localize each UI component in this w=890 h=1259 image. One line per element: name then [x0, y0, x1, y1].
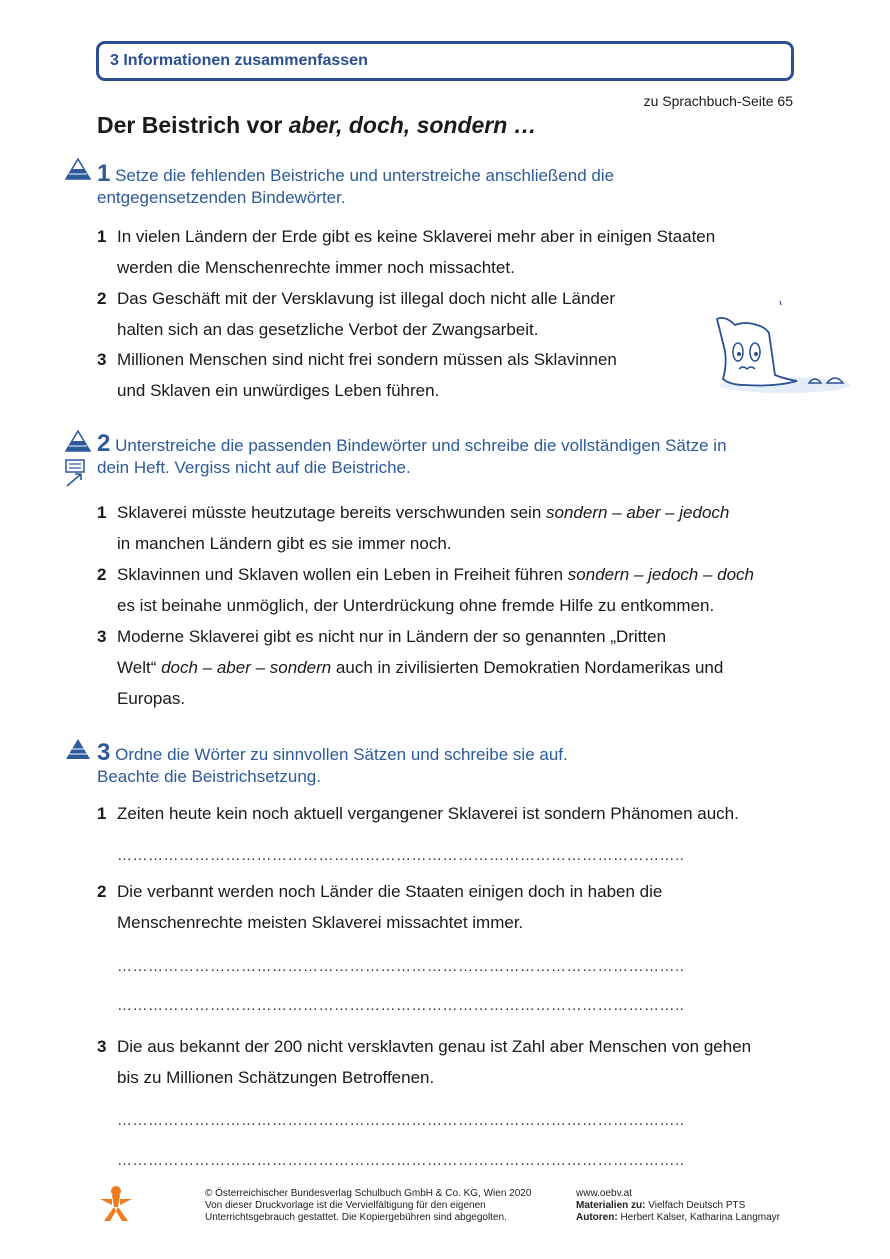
website-link[interactable]: www.oebv.at	[576, 1188, 632, 1199]
answer-line[interactable]: ………………………………………………………………………………………………..	[117, 1152, 685, 1169]
task-3-item: 1 Zeiten heute kein noch aktuell vergangener Sklaverei ist sondern Phänomen auch.	[97, 804, 739, 823]
write-in-notebook-icon	[63, 458, 87, 488]
task-2-item: 3 Moderne Sklaverei gibt es nicht nur in Ländern der so genannten „Dritten Welt“ doch – aber – sondern auch in zivilisierten Demokratien Nordamerikas und Europas.	[97, 627, 724, 708]
task-2-instruction: 2 Unterstreiche die passenden Bindewörter und schreibe die vollständigen Sätze in dein Heft. Vergiss nicht auf die Beistriche.	[97, 430, 727, 477]
task-2-item: 2 Sklavinnen und Sklaven wollen ein Leben in Freiheit führen sondern – jedoch – doch es ist beinahe unmöglich, der Unterdrückung ohne fremde Hilfe zu entkommen.	[97, 565, 754, 615]
answer-line[interactable]: ………………………………………………………………………………………………..	[117, 958, 685, 975]
task-1-item: 3 Millionen Menschen sind nicht frei sondern müssen als Sklavinnen und Sklaven ein unwürdiges Leben führen.	[97, 350, 617, 400]
page-title: Der Beistrich vor aber, doch, sondern …	[97, 112, 537, 138]
mascot-illustration	[705, 295, 855, 395]
copyright-notice: © Österreichischer Bundesverlag Schulbuch GmbH & Co. KG, Wien 2020 Von dieser Druckvorlage ist die Vervielfältigung für den eigenen Unterrichtsgebrauch gestattet. Die Kopiergebühren sind abgegolten.	[205, 1188, 532, 1223]
answer-line[interactable]: ………………………………………………………………………………………………..	[117, 997, 685, 1014]
task-2-item: 1 Sklaverei müsste heutzutage bereits verschwunden sein sondern – aber – jedoch in manchen Ländern gibt es sie immer noch.	[97, 503, 730, 553]
answer-line[interactable]: ………………………………………………………………………………………………..	[117, 847, 685, 864]
section-title: 3 Informationen zusammenfassen	[110, 52, 368, 69]
publisher-info: www.oebv.at Materialien zu: Vielfach Deutsch PTS Autoren: Herbert Kalser, Katharina Langmayr	[576, 1188, 780, 1223]
difficulty-pyramid-icon	[65, 430, 91, 452]
page-reference: zu Sprachbuch-Seite 65	[643, 93, 793, 109]
task-3-item: 3 Die aus bekannt der 200 nicht versklavten genau ist Zahl aber Menschen von gehen bis zu Millionen Schätzungen Betroffenen.	[97, 1037, 752, 1087]
difficulty-pyramid-icon	[65, 738, 91, 760]
task-1-item: 2 Das Geschäft mit der Versklavung ist illegal doch nicht alle Länder halten sich an das gesetzliche Verbot der Zwangsarbeit.	[97, 289, 615, 339]
difficulty-pyramid-icon	[65, 158, 91, 180]
task-1-item: 1 In vielen Ländern der Erde gibt es keine Sklaverei mehr aber in einigen Staaten werden die Menschenrechte immer noch missachtet.	[97, 227, 716, 277]
task-3-instruction: 3 Ordne die Wörter zu sinnvollen Sätzen und schreibe sie auf. Beachte die Beistrichsetzung.	[97, 739, 568, 786]
answer-line[interactable]: ………………………………………………………………………………………………..	[117, 1112, 685, 1129]
task-1-instruction: 1 Setze die fehlenden Beistriche und unterstreiche anschließend die entgegensetzenden Bindewörter.	[97, 160, 615, 207]
publisher-logo	[98, 1185, 134, 1223]
task-3-item: 2 Die verbannt werden noch Länder die Staaten einigen doch in haben die Menschenrechte meisten Sklaverei missachtet immer.	[97, 882, 663, 932]
